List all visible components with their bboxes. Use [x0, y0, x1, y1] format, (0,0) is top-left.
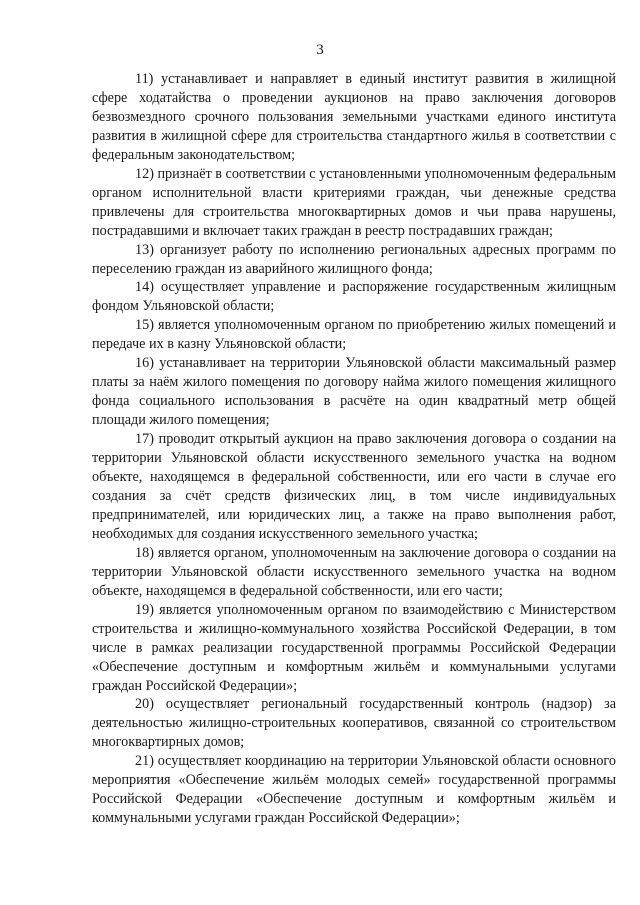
paragraph-item-15: 15) является уполномоченным органом по приобретению жилых помещений и передаче их в казну Ульяновской области; — [92, 317, 616, 353]
paragraph-item-16: 16) устанавливает на территории Ульяновской области максимальный размер платы за наём жилого помещения по договору найма жилого помещения жилищного фонда социального использования в расчёте на один квадратный метр общей площади жилого помещения; — [92, 355, 616, 429]
paragraph-item-17: 17) проводит открытый аукцион на право заключения договора о создании на территории Ульяновской области искусственного земельного участка на водном объекте, находящемся в федеральной собственности, или его части в случае его создания за счёт средств физических лиц, в том числе индивидуальных предпринимателей, или юридических лиц, а также на право выполнения работ, необходимых для создания искусственного земельного участка; — [92, 431, 616, 542]
paragraph-item-13: 13) организует работу по исполнению региональных адресных программ по переселению граждан из аварийного жилищного фонда; — [92, 241, 616, 277]
document-body — [92, 70, 616, 828]
paragraph-item-20: 20) осуществляет региональный государственный контроль (надзор) за деятельностью жилищно-строительных кооперативов, связанной со строительством многоквартирных домов; — [92, 696, 616, 751]
paragraph-item-18: 18) является органом, уполномоченным на заключение договора о создании на территории Ульяновской области искусственного земельного участка на водном объекте, находящемся в федеральной собственности, или его части; — [92, 544, 616, 599]
paragraph-item-21: 21) осуществляет координацию на территории Ульяновской области основного мероприятия «Обеспечение жильём молодых семей» государственной программы Российской Федерации «Обеспечение доступным и комфортным жильём и коммунальными услугами граждан Российской Федерации»; — [92, 753, 616, 827]
page-number: 3 — [316, 42, 324, 58]
paragraph-item-14: 14) осуществляет управление и распоряжение государственным жилищным фондом Ульяновской области; — [92, 279, 616, 315]
paragraph-item-11: 11) устанавливает и направляет в единый институт развития в жилищной сфере ходатайства о проведении аукционов на право заключения договоров безвозмездного срочного пользования земельными участками единого института развития в жилищной сфере для строительства стандартного жилья в соответствии с федеральным законодательством; — [92, 71, 616, 163]
paragraph-item-12: 12) признаёт в соответствии с установленными уполномоченным федеральным органом исполнительной власти критериями граждан, чьи денежные средства привлечены для строительства многоквартирных домов и чьи права нарушены, пострадавшими и включает таких граждан в реестр пострадавших граждан; — [92, 165, 617, 239]
paragraph-item-19: 19) является уполномоченным органом по взаимодействию с Министерством строительства и жилищно-коммунального хозяйства Российской Федерации, в том числе в рамках реализации государственной программы Российской Федерации «Обеспечение доступным и комфортным жильём и коммунальными услугами граждан Российской Федерации»; — [92, 601, 616, 694]
